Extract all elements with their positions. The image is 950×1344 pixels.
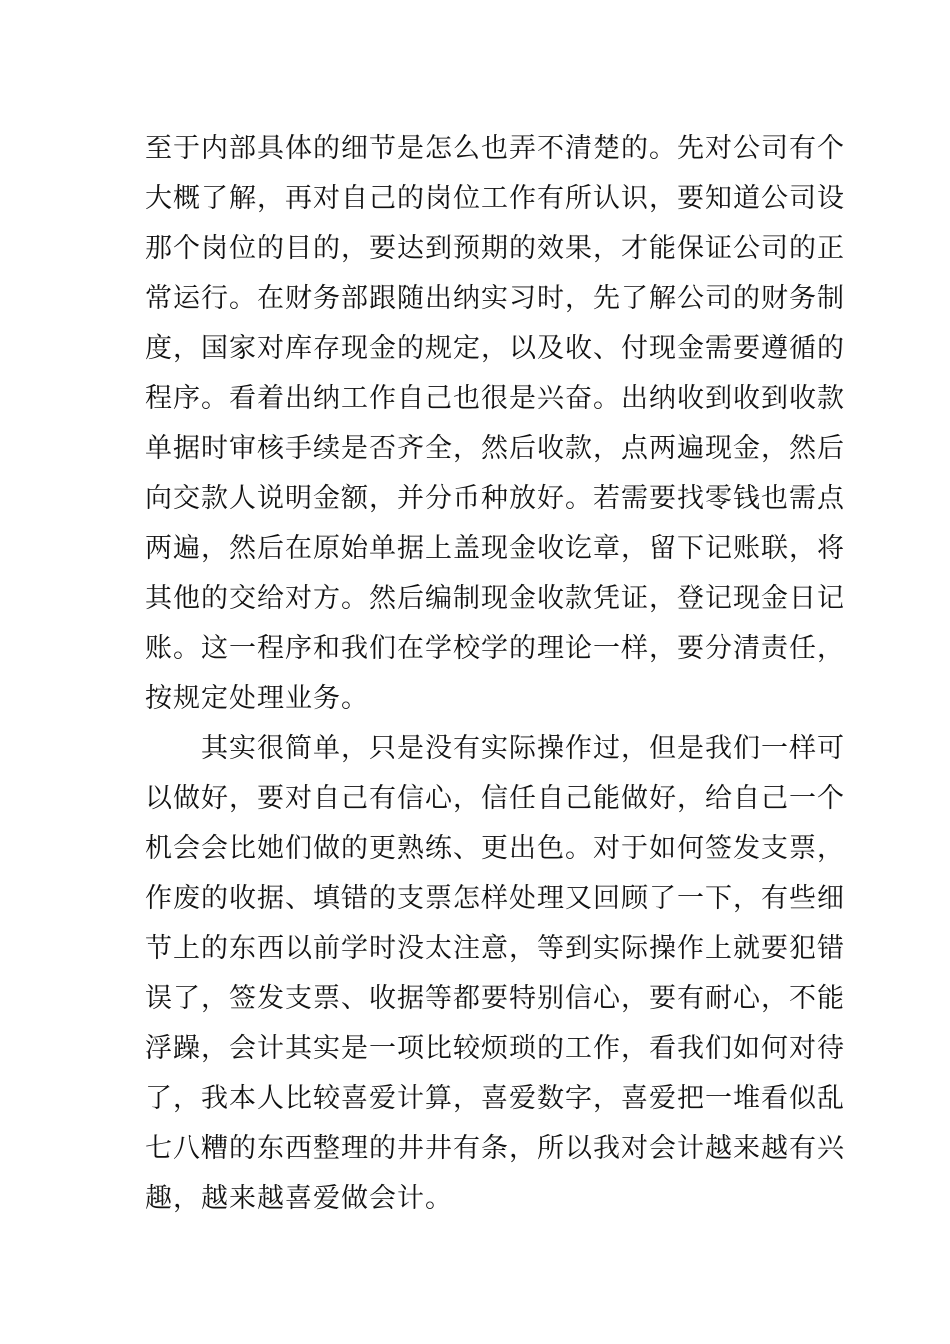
text-line: 单据时审核手续是否齐全，然后收款，点两遍现金，然后 bbox=[145, 433, 845, 464]
paragraph-1 bbox=[145, 124, 845, 724]
text-line: 浮躁，会计其实是一项比较烦琐的工作，看我们如何对待 bbox=[145, 1033, 845, 1064]
text-line: 按规定处理业务。 bbox=[145, 683, 369, 714]
text-line: 趣，越来越喜爱做会计。 bbox=[145, 1183, 453, 1214]
text-line: 那个岗位的目的，要达到预期的效果，才能保证公司的正 bbox=[145, 233, 845, 264]
text-line: 大概了解，再对自己的岗位工作有所认识，要知道公司设 bbox=[145, 183, 845, 214]
text-line: 作废的收据、填错的支票怎样处理又回顾了一下，有些细 bbox=[145, 883, 845, 914]
paragraph-2 bbox=[145, 724, 845, 1224]
text-line: 七八糟的东西整理的井井有条，所以我对会计越来越有兴 bbox=[145, 1133, 845, 1164]
text-line: 向交款人说明金额，并分币种放好。若需要找零钱也需点 bbox=[145, 483, 845, 514]
text-line: 以做好，要对自己有信心，信任自己能做好，给自己一个 bbox=[145, 783, 845, 814]
text-line: 误了，签发支票、收据等都要特别信心，要有耐心，不能 bbox=[145, 983, 845, 1014]
text-line: 两遍，然后在原始单据上盖现金收讫章，留下记账联，将 bbox=[145, 533, 845, 564]
text-line: 度，国家对库存现金的规定，以及收、付现金需要遵循的 bbox=[145, 333, 845, 364]
text-line: 账。这一程序和我们在学校学的理论一样，要分清责任， bbox=[145, 633, 845, 664]
text-line: 常运行。在财务部跟随出纳实习时，先了解公司的财务制 bbox=[145, 283, 845, 314]
text-line: 机会会比她们做的更熟练、更出色。对于如何签发支票， bbox=[145, 833, 845, 864]
text-line: 了，我本人比较喜爱计算，喜爱数字，喜爱把一堆看似乱 bbox=[145, 1083, 845, 1114]
text-line: 其他的交给对方。然后编制现金收款凭证，登记现金日记 bbox=[145, 583, 845, 614]
text-line: 节上的东西以前学时没太注意，等到实际操作上就要犯错 bbox=[145, 933, 845, 964]
text-line: 程序。看着出纳工作自己也很是兴奋。出纳收到收到收款 bbox=[145, 383, 845, 414]
text-line: 至于内部具体的细节是怎么也弄不清楚的。先对公司有个 bbox=[145, 133, 845, 164]
document-body bbox=[145, 124, 845, 1224]
text-line: 其实很简单，只是没有实际操作过，但是我们一样可 bbox=[201, 733, 845, 764]
